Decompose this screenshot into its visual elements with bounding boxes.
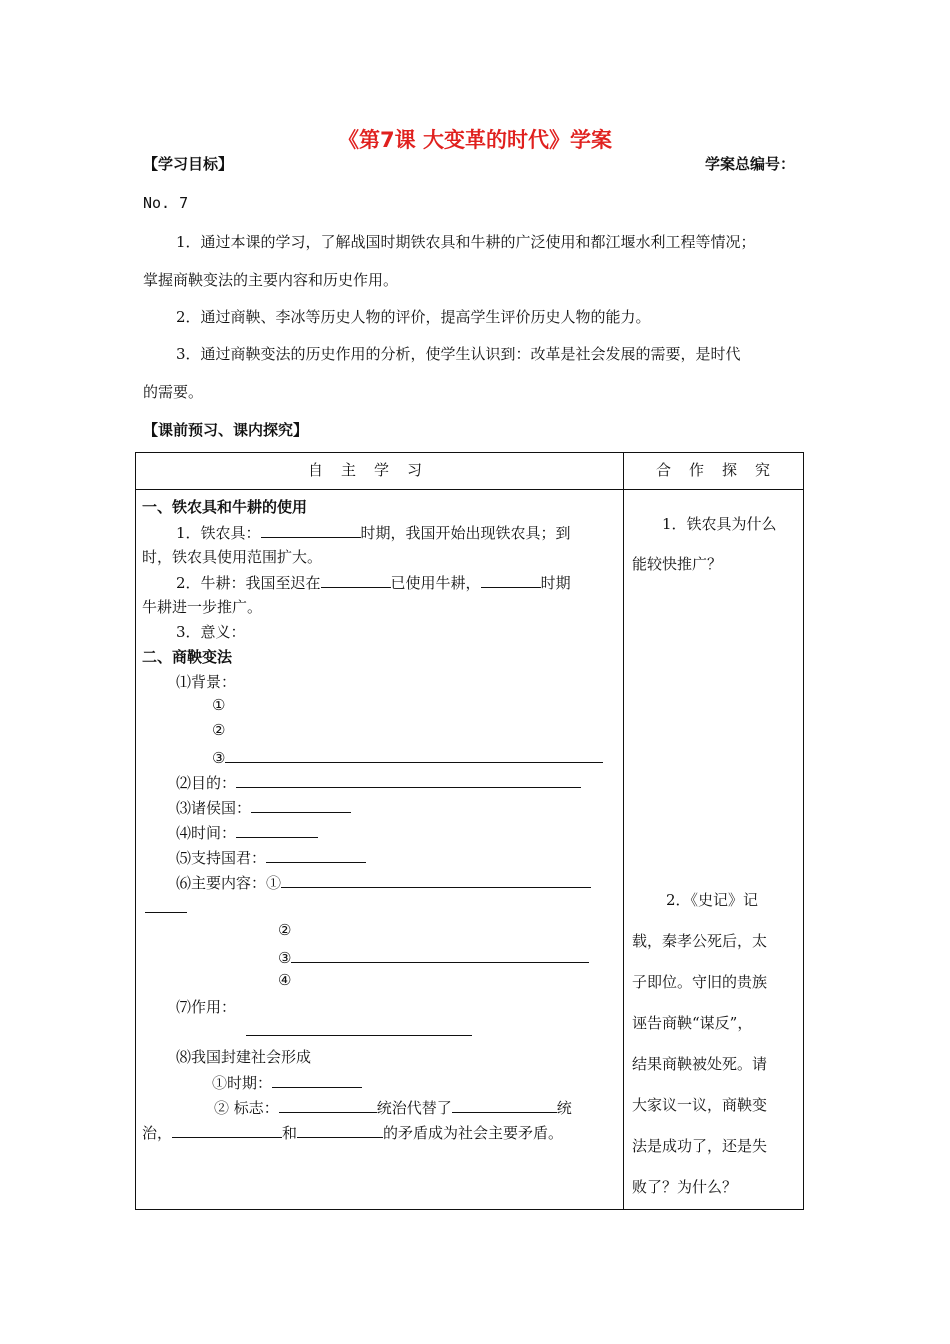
goal-1-line-1: 1．通过本课的学习，了解战国时期铁农具和牛耕的广泛使用和都江堰水利工程等情况； xyxy=(176,233,756,251)
ruler-label: ⑸支持国君： xyxy=(176,849,267,867)
purpose-label: ⑵目的： xyxy=(176,774,237,792)
section-heading: 【课前预习、课内探究】 xyxy=(143,421,309,439)
ruler xyxy=(176,846,366,868)
goal-2: 2．通过商鞅、李冰等历史人物的评价，提高学生评价历史人物的能力。 xyxy=(176,308,651,326)
study-table xyxy=(135,452,804,1210)
blank[interactable] xyxy=(236,821,318,838)
ox-label: 2．牛耕：我国至迟在 xyxy=(176,574,321,592)
bg-3 xyxy=(212,746,603,767)
state xyxy=(176,796,351,818)
state-label: ⑶诸侯国： xyxy=(176,799,252,817)
bg-3-mark: ③ xyxy=(212,749,226,767)
content-3 xyxy=(278,946,589,967)
feudal-cont-3: 的矛盾成为社会主要矛盾。 xyxy=(383,1124,564,1142)
significance: 3．意义： xyxy=(176,623,246,641)
ox-cont: 牛耕进一步推广。 xyxy=(142,598,263,616)
section-iron-tools: 一、铁农具和牛耕的使用 xyxy=(142,498,308,516)
effect-blank xyxy=(246,1019,472,1040)
question-2-line-4: 诬告商鞅“谋反”， xyxy=(632,1014,753,1032)
question-2-line-6: 大家议一议，商鞅变 xyxy=(632,1096,768,1114)
bg-1: ① xyxy=(212,696,226,714)
bg-2: ② xyxy=(212,721,226,739)
background: ⑴背景： xyxy=(176,673,237,691)
goal-1-line-2: 掌握商鞅变法的主要内容和历史作用。 xyxy=(143,271,399,289)
ox-end: 时期 xyxy=(540,574,571,592)
blank[interactable] xyxy=(279,1096,377,1113)
time xyxy=(176,821,318,843)
question-1-line-1: 1．铁农具为什么 xyxy=(662,515,777,533)
blank[interactable] xyxy=(261,521,361,538)
blank[interactable] xyxy=(172,1121,282,1138)
content-3-mark: ③ xyxy=(278,949,292,967)
feudal-time-label: ①时期： xyxy=(212,1074,273,1092)
content-4: ④ xyxy=(278,971,292,989)
iron-tools-mid: 时期，我国开始出现铁农具；到 xyxy=(360,524,571,542)
feudal-sign-end: 统 xyxy=(556,1099,572,1117)
feudal-sign xyxy=(214,1096,572,1118)
blank[interactable] xyxy=(452,1096,557,1113)
goal-3-line-2: 的需要。 xyxy=(143,383,204,401)
feudal-cont xyxy=(142,1121,563,1143)
question-2-line-7: 法是成功了，还是失 xyxy=(632,1137,768,1155)
header-divider xyxy=(136,489,803,490)
case-number: No. 7 xyxy=(143,194,189,212)
blank[interactable] xyxy=(291,946,589,963)
effect: ⑺作用： xyxy=(176,998,237,1016)
blank[interactable] xyxy=(272,1071,362,1088)
feudal-sign-label: ② 标志： xyxy=(214,1099,279,1117)
content-label: ⑹主要内容：① xyxy=(176,874,282,892)
blank[interactable] xyxy=(251,796,351,813)
content-2: ② xyxy=(278,921,292,939)
col-header-self-study: 自主学习 xyxy=(308,461,441,479)
purpose xyxy=(176,771,581,793)
iron-tools-label: 1．铁农具： xyxy=(176,524,261,542)
time-label: ⑷时间： xyxy=(176,824,237,842)
iron-tools-line xyxy=(176,521,571,543)
page-title: 《第7课 大变革的时代》学案 xyxy=(338,128,612,152)
content-cont xyxy=(145,896,187,917)
question-2-line-5: 结果商鞅被处死。请 xyxy=(632,1055,768,1073)
feudal-cont-2: 和 xyxy=(282,1124,298,1142)
question-2-line-8: 败了？为什么？ xyxy=(632,1178,738,1196)
goal-3-line-1: 3．通过商鞅变法的历史作用的分析，使学生认识到：改革是社会发展的需要，是时代 xyxy=(176,345,741,363)
blank[interactable] xyxy=(321,571,391,588)
question-1-line-2: 能较快推广？ xyxy=(632,555,723,573)
blank[interactable] xyxy=(481,571,541,588)
blank[interactable] xyxy=(225,746,603,763)
question-2-line-1: 2．《史记》记 xyxy=(666,891,759,909)
blank[interactable] xyxy=(266,846,366,863)
goals-heading: 【学习目标】 xyxy=(143,155,234,173)
question-2-line-3: 子即位。守旧的贵族 xyxy=(632,973,768,991)
feudal: ⑻我国封建社会形成 xyxy=(176,1048,312,1066)
section-shang-yang: 二、商鞅变法 xyxy=(142,648,233,666)
column-divider xyxy=(623,453,624,1209)
ox-plough-line xyxy=(176,571,571,593)
case-number-label: 学案总编号： xyxy=(705,155,796,173)
question-2-line-2: 载，秦孝公死后，太 xyxy=(632,932,768,950)
blank[interactable] xyxy=(236,771,581,788)
blank[interactable] xyxy=(297,1121,383,1138)
content xyxy=(176,871,591,893)
blank[interactable] xyxy=(145,896,187,913)
iron-tools-cont: 时，铁农具使用范围扩大。 xyxy=(142,548,323,566)
col-header-cooperation: 合作探究 xyxy=(656,461,789,479)
feudal-cont-1: 治， xyxy=(142,1124,173,1142)
feudal-time xyxy=(212,1071,362,1093)
blank[interactable] xyxy=(281,871,591,888)
feudal-sign-mid: 统治代替了 xyxy=(376,1099,452,1117)
ox-mid: 已使用牛耕， xyxy=(390,574,481,592)
blank[interactable] xyxy=(246,1019,472,1036)
